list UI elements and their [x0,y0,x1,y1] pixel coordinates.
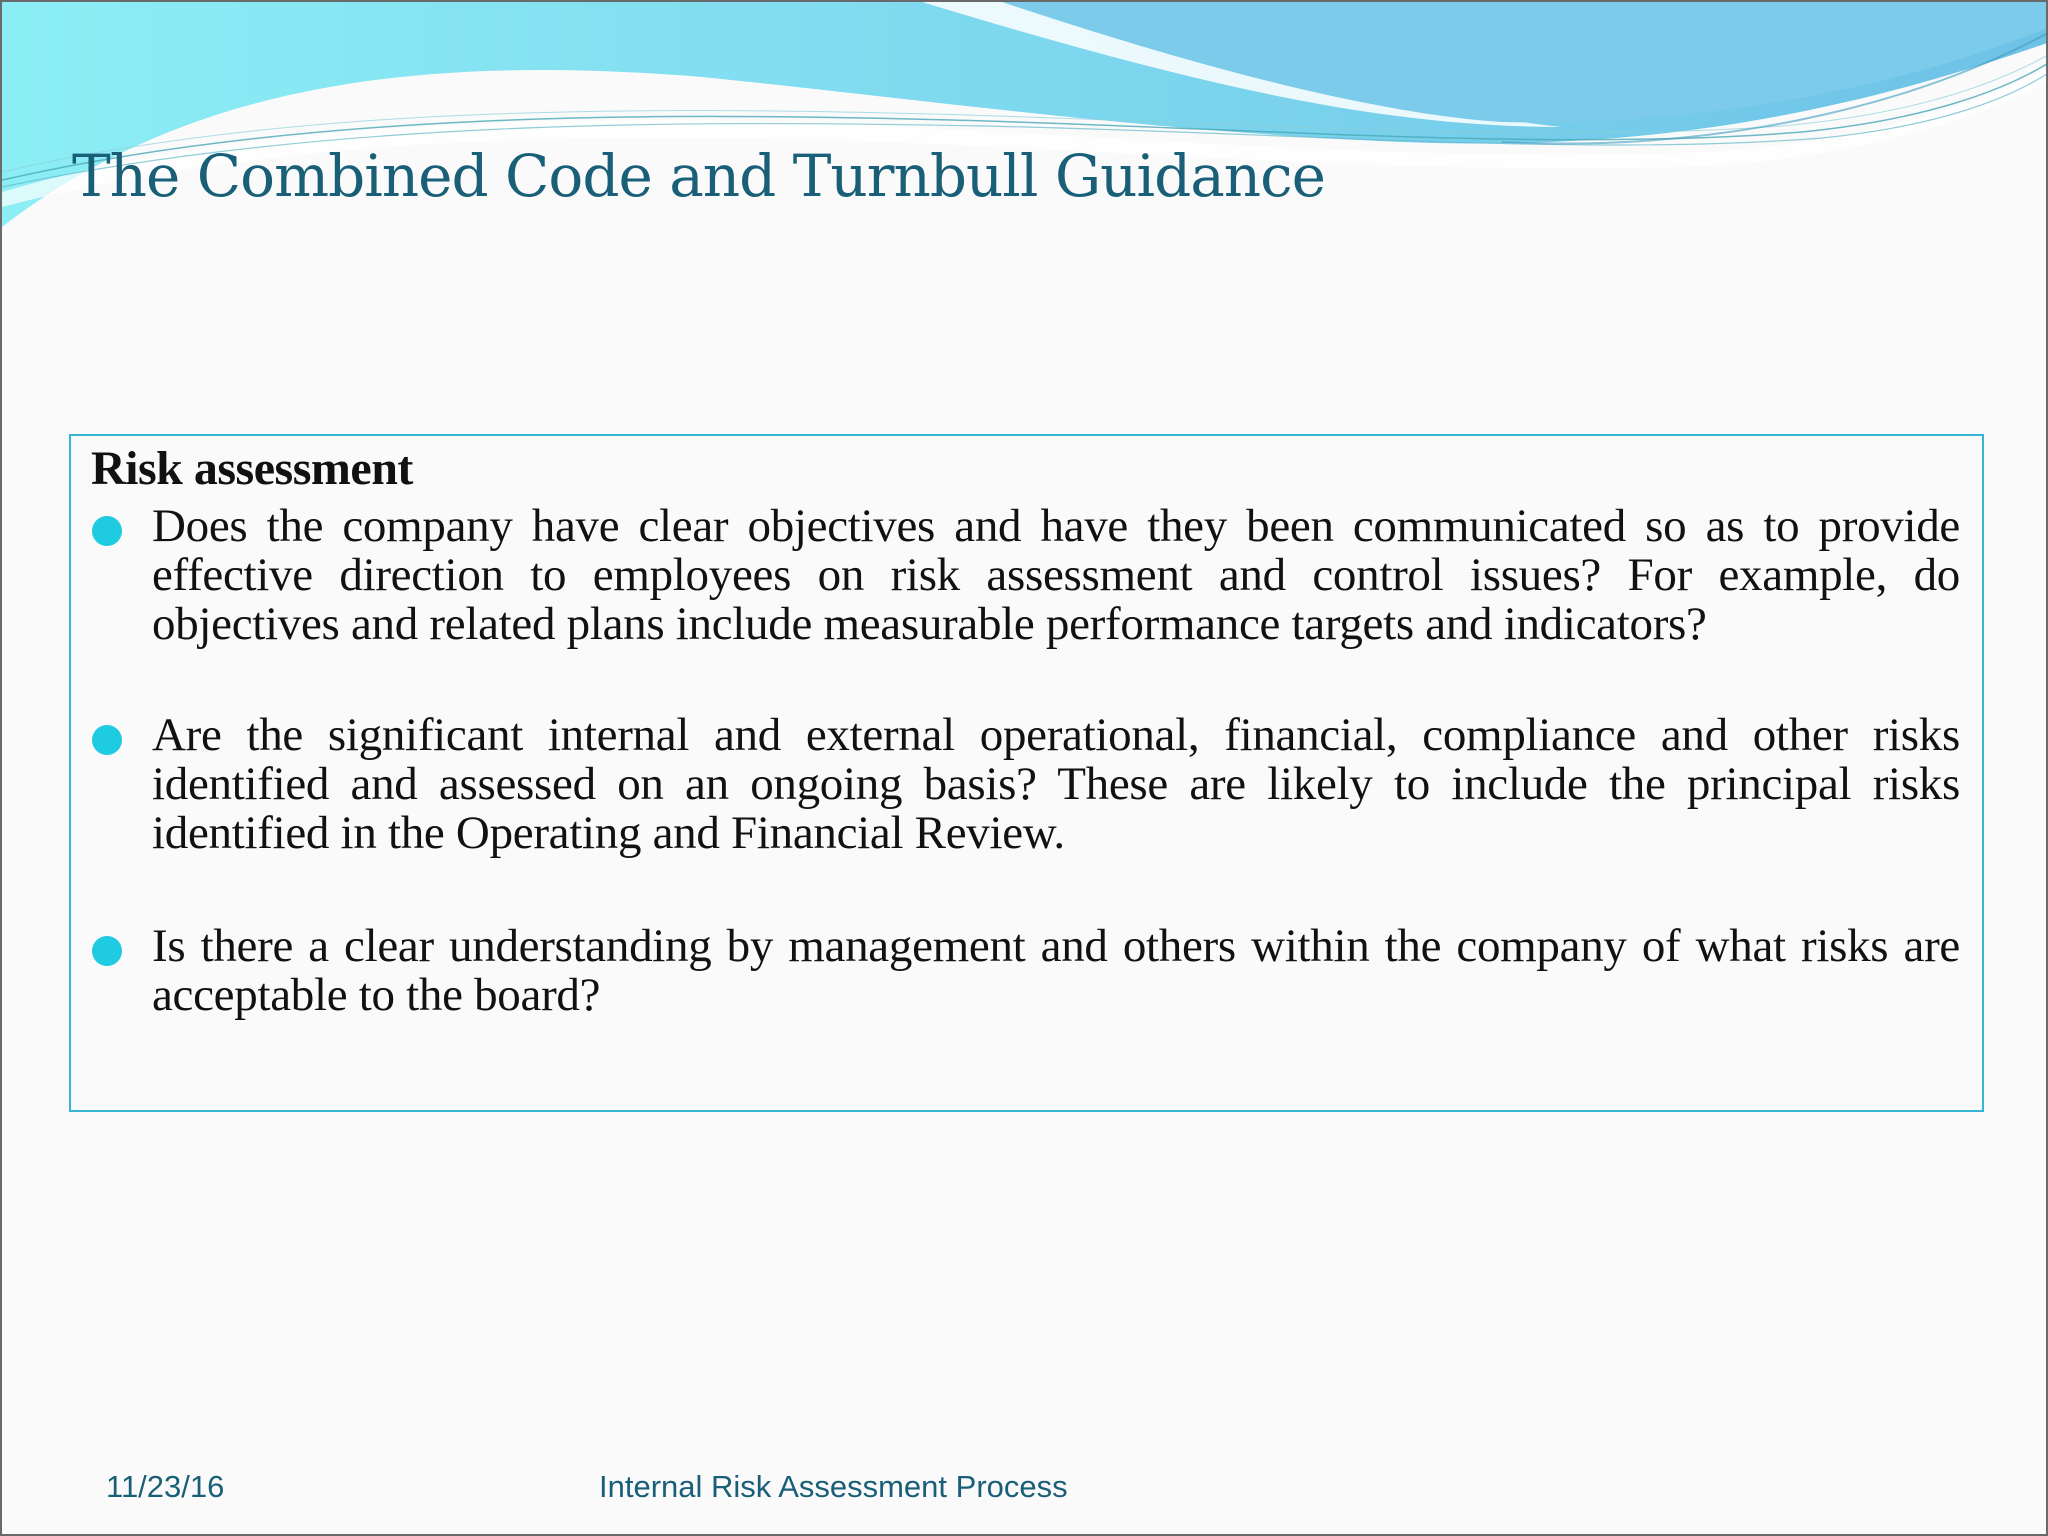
bullet-item [91,502,1960,649]
bullet-text: Are the significant internal and external operational, financial, compliance and other risks identified and assessed on an ongoing basis? These are likely to include the principal risks identified in the Operating and Financial Review. [152,709,1960,859]
footer-title: Internal Risk Assessment Process [599,1469,1068,1504]
bullet-item [91,711,1960,858]
section-heading: Risk assessment [91,442,413,495]
bullet-item [91,922,1960,1020]
bullet-dot-icon [92,725,122,755]
slide-title: The Combined Code and Turnbull Guidance [72,142,1325,210]
bullet-dot-icon [92,936,122,966]
content-box [69,434,1984,1112]
bullet-text: Is there a clear understanding by management and others within the company of what risks are acceptable to the board? [152,920,1960,1021]
bullet-dot-icon [92,516,122,546]
footer-date: 11/23/16 [106,1469,225,1504]
bullet-text: Does the company have clear objectives and have they been communicated so as to provide effective direction to employees on risk assessment and control issues? For example, do objectives and related plans include measurable performance targets and indicators? [152,500,1960,650]
